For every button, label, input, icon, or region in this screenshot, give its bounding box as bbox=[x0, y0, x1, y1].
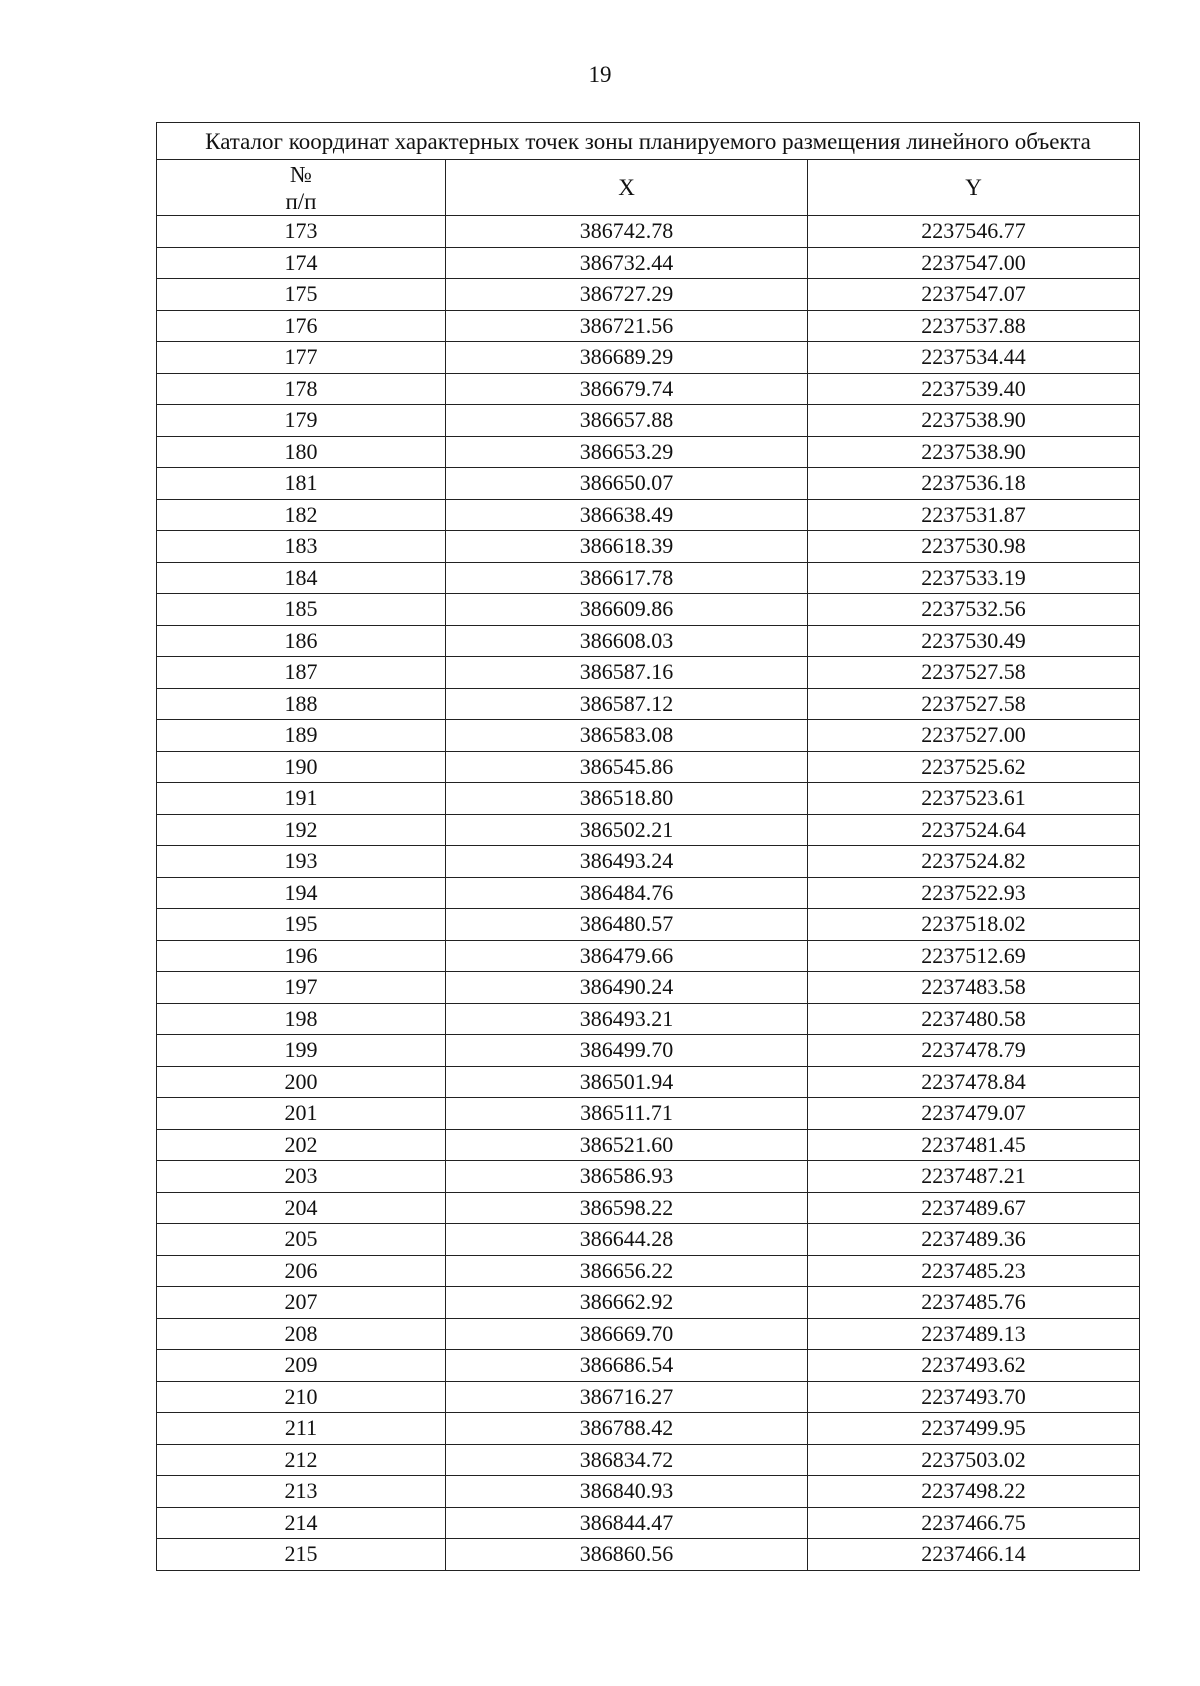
point-number-cell: 206 bbox=[157, 1255, 446, 1287]
y-coordinate-cell: 2237466.75 bbox=[808, 1507, 1140, 1539]
table-row bbox=[157, 1129, 1140, 1161]
table-row bbox=[157, 531, 1140, 563]
table-row bbox=[157, 1192, 1140, 1224]
table-row bbox=[157, 1224, 1140, 1256]
x-coordinate-cell: 386499.70 bbox=[446, 1035, 808, 1067]
point-number-cell: 198 bbox=[157, 1003, 446, 1035]
x-coordinate-cell: 386583.08 bbox=[446, 720, 808, 752]
x-coordinate-cell: 386518.80 bbox=[446, 783, 808, 815]
x-coordinate-cell: 386502.21 bbox=[446, 814, 808, 846]
table-row bbox=[157, 436, 1140, 468]
table-row bbox=[157, 972, 1140, 1004]
y-coordinate-cell: 2237524.82 bbox=[808, 846, 1140, 878]
point-number-cell: 195 bbox=[157, 909, 446, 941]
column-header-number-symbol: № bbox=[290, 161, 312, 187]
point-number-cell: 192 bbox=[157, 814, 446, 846]
y-coordinate-cell: 2237538.90 bbox=[808, 405, 1140, 437]
y-coordinate-cell: 2237478.84 bbox=[808, 1066, 1140, 1098]
y-coordinate-cell: 2237489.13 bbox=[808, 1318, 1140, 1350]
table-body bbox=[157, 216, 1140, 1571]
y-coordinate-cell: 2237489.67 bbox=[808, 1192, 1140, 1224]
y-coordinate-cell: 2237534.44 bbox=[808, 342, 1140, 374]
y-coordinate-cell: 2237499.95 bbox=[808, 1413, 1140, 1445]
x-coordinate-cell: 386644.28 bbox=[446, 1224, 808, 1256]
x-coordinate-cell: 386679.74 bbox=[446, 373, 808, 405]
x-coordinate-cell: 386860.56 bbox=[446, 1539, 808, 1571]
table-row bbox=[157, 562, 1140, 594]
x-coordinate-cell: 386617.78 bbox=[446, 562, 808, 594]
x-coordinate-cell: 386742.78 bbox=[446, 216, 808, 248]
x-coordinate-cell: 386656.22 bbox=[446, 1255, 808, 1287]
x-coordinate-cell: 386689.29 bbox=[446, 342, 808, 374]
table-row bbox=[157, 783, 1140, 815]
point-number-cell: 214 bbox=[157, 1507, 446, 1539]
table-row bbox=[157, 1066, 1140, 1098]
table-caption: Каталог координат характерных точек зоны планируемого размещения линейного объекта bbox=[157, 123, 1140, 160]
point-number-cell: 208 bbox=[157, 1318, 446, 1350]
y-coordinate-cell: 2237485.23 bbox=[808, 1255, 1140, 1287]
table-row bbox=[157, 625, 1140, 657]
x-coordinate-cell: 386653.29 bbox=[446, 436, 808, 468]
point-number-cell: 193 bbox=[157, 846, 446, 878]
table-caption-row bbox=[157, 123, 1140, 160]
table-row bbox=[157, 909, 1140, 941]
table-row bbox=[157, 877, 1140, 909]
point-number-cell: 173 bbox=[157, 216, 446, 248]
point-number-cell: 205 bbox=[157, 1224, 446, 1256]
table-row bbox=[157, 1098, 1140, 1130]
point-number-cell: 196 bbox=[157, 940, 446, 972]
point-number-cell: 183 bbox=[157, 531, 446, 563]
y-coordinate-cell: 2237518.02 bbox=[808, 909, 1140, 941]
table-row bbox=[157, 247, 1140, 279]
column-header-number-abbrev: п/п bbox=[285, 188, 317, 214]
y-coordinate-cell: 2237537.88 bbox=[808, 310, 1140, 342]
x-coordinate-cell: 386686.54 bbox=[446, 1350, 808, 1382]
point-number-cell: 194 bbox=[157, 877, 446, 909]
table-row bbox=[157, 594, 1140, 626]
table-row bbox=[157, 1161, 1140, 1193]
y-coordinate-cell: 2237527.58 bbox=[808, 657, 1140, 689]
table-row bbox=[157, 1350, 1140, 1382]
column-header-y: Y bbox=[808, 160, 1140, 216]
point-number-cell: 191 bbox=[157, 783, 446, 815]
point-number-cell: 200 bbox=[157, 1066, 446, 1098]
x-coordinate-cell: 386545.86 bbox=[446, 751, 808, 783]
table-row bbox=[157, 1287, 1140, 1319]
y-coordinate-cell: 2237523.61 bbox=[808, 783, 1140, 815]
point-number-cell: 212 bbox=[157, 1444, 446, 1476]
y-coordinate-cell: 2237531.87 bbox=[808, 499, 1140, 531]
point-number-cell: 203 bbox=[157, 1161, 446, 1193]
table-header-row bbox=[157, 160, 1140, 216]
table-row bbox=[157, 216, 1140, 248]
table-row bbox=[157, 279, 1140, 311]
x-coordinate-cell: 386609.86 bbox=[446, 594, 808, 626]
table-row bbox=[157, 751, 1140, 783]
table-row bbox=[157, 499, 1140, 531]
x-coordinate-cell: 386608.03 bbox=[446, 625, 808, 657]
point-number-cell: 188 bbox=[157, 688, 446, 720]
x-coordinate-cell: 386598.22 bbox=[446, 1192, 808, 1224]
table-row bbox=[157, 405, 1140, 437]
table-row bbox=[157, 688, 1140, 720]
y-coordinate-cell: 2237487.21 bbox=[808, 1161, 1140, 1193]
x-coordinate-cell: 386521.60 bbox=[446, 1129, 808, 1161]
y-coordinate-cell: 2237478.79 bbox=[808, 1035, 1140, 1067]
x-coordinate-cell: 386586.93 bbox=[446, 1161, 808, 1193]
y-coordinate-cell: 2237466.14 bbox=[808, 1539, 1140, 1571]
y-coordinate-cell: 2237532.56 bbox=[808, 594, 1140, 626]
y-coordinate-cell: 2237525.62 bbox=[808, 751, 1140, 783]
x-coordinate-cell: 386716.27 bbox=[446, 1381, 808, 1413]
y-coordinate-cell: 2237479.07 bbox=[808, 1098, 1140, 1130]
point-number-cell: 185 bbox=[157, 594, 446, 626]
y-coordinate-cell: 2237485.76 bbox=[808, 1287, 1140, 1319]
x-coordinate-cell: 386721.56 bbox=[446, 310, 808, 342]
x-coordinate-cell: 386657.88 bbox=[446, 405, 808, 437]
y-coordinate-cell: 2237480.58 bbox=[808, 1003, 1140, 1035]
table-row bbox=[157, 720, 1140, 752]
x-coordinate-cell: 386479.66 bbox=[446, 940, 808, 972]
y-coordinate-cell: 2237481.45 bbox=[808, 1129, 1140, 1161]
point-number-cell: 186 bbox=[157, 625, 446, 657]
point-number-cell: 215 bbox=[157, 1539, 446, 1571]
y-coordinate-cell: 2237527.00 bbox=[808, 720, 1140, 752]
point-number-cell: 199 bbox=[157, 1035, 446, 1067]
x-coordinate-cell: 386727.29 bbox=[446, 279, 808, 311]
x-coordinate-cell: 386650.07 bbox=[446, 468, 808, 500]
coordinate-catalog-table bbox=[156, 122, 1140, 1571]
x-coordinate-cell: 386484.76 bbox=[446, 877, 808, 909]
x-coordinate-cell: 386638.49 bbox=[446, 499, 808, 531]
point-number-cell: 175 bbox=[157, 279, 446, 311]
point-number-cell: 210 bbox=[157, 1381, 446, 1413]
table-row bbox=[157, 1539, 1140, 1571]
point-number-cell: 182 bbox=[157, 499, 446, 531]
x-coordinate-cell: 386662.92 bbox=[446, 1287, 808, 1319]
point-number-cell: 187 bbox=[157, 657, 446, 689]
y-coordinate-cell: 2237489.36 bbox=[808, 1224, 1140, 1256]
y-coordinate-cell: 2237546.77 bbox=[808, 216, 1140, 248]
y-coordinate-cell: 2237536.18 bbox=[808, 468, 1140, 500]
x-coordinate-cell: 386511.71 bbox=[446, 1098, 808, 1130]
x-coordinate-cell: 386587.12 bbox=[446, 688, 808, 720]
table-row bbox=[157, 1318, 1140, 1350]
y-coordinate-cell: 2237512.69 bbox=[808, 940, 1140, 972]
y-coordinate-cell: 2237547.00 bbox=[808, 247, 1140, 279]
x-coordinate-cell: 386669.70 bbox=[446, 1318, 808, 1350]
table-row bbox=[157, 1476, 1140, 1508]
table-row bbox=[157, 1507, 1140, 1539]
column-header-number bbox=[157, 160, 446, 216]
point-number-cell: 201 bbox=[157, 1098, 446, 1130]
x-coordinate-cell: 386840.93 bbox=[446, 1476, 808, 1508]
x-coordinate-cell: 386587.16 bbox=[446, 657, 808, 689]
x-coordinate-cell: 386501.94 bbox=[446, 1066, 808, 1098]
y-coordinate-cell: 2237503.02 bbox=[808, 1444, 1140, 1476]
point-number-cell: 209 bbox=[157, 1350, 446, 1382]
y-coordinate-cell: 2237538.90 bbox=[808, 436, 1140, 468]
y-coordinate-cell: 2237547.07 bbox=[808, 279, 1140, 311]
point-number-cell: 179 bbox=[157, 405, 446, 437]
table-row bbox=[157, 373, 1140, 405]
y-coordinate-cell: 2237483.58 bbox=[808, 972, 1140, 1004]
point-number-cell: 202 bbox=[157, 1129, 446, 1161]
y-coordinate-cell: 2237522.93 bbox=[808, 877, 1140, 909]
x-coordinate-cell: 386834.72 bbox=[446, 1444, 808, 1476]
point-number-cell: 189 bbox=[157, 720, 446, 752]
table-row bbox=[157, 846, 1140, 878]
x-coordinate-cell: 386618.39 bbox=[446, 531, 808, 563]
table-row bbox=[157, 468, 1140, 500]
column-header-x: X bbox=[446, 160, 808, 216]
table-row bbox=[157, 1255, 1140, 1287]
x-coordinate-cell: 386490.24 bbox=[446, 972, 808, 1004]
x-coordinate-cell: 386732.44 bbox=[446, 247, 808, 279]
point-number-cell: 213 bbox=[157, 1476, 446, 1508]
point-number-cell: 181 bbox=[157, 468, 446, 500]
x-coordinate-cell: 386493.24 bbox=[446, 846, 808, 878]
point-number-cell: 174 bbox=[157, 247, 446, 279]
point-number-cell: 211 bbox=[157, 1413, 446, 1445]
y-coordinate-cell: 2237533.19 bbox=[808, 562, 1140, 594]
point-number-cell: 176 bbox=[157, 310, 446, 342]
y-coordinate-cell: 2237530.49 bbox=[808, 625, 1140, 657]
point-number-cell: 197 bbox=[157, 972, 446, 1004]
x-coordinate-cell: 386788.42 bbox=[446, 1413, 808, 1445]
table-row bbox=[157, 342, 1140, 374]
table-row bbox=[157, 1444, 1140, 1476]
y-coordinate-cell: 2237493.62 bbox=[808, 1350, 1140, 1382]
y-coordinate-cell: 2237527.58 bbox=[808, 688, 1140, 720]
x-coordinate-cell: 386480.57 bbox=[446, 909, 808, 941]
table-row bbox=[157, 657, 1140, 689]
y-coordinate-cell: 2237493.70 bbox=[808, 1381, 1140, 1413]
x-coordinate-cell: 386493.21 bbox=[446, 1003, 808, 1035]
table-row bbox=[157, 1413, 1140, 1445]
table-row bbox=[157, 1003, 1140, 1035]
point-number-cell: 207 bbox=[157, 1287, 446, 1319]
y-coordinate-cell: 2237539.40 bbox=[808, 373, 1140, 405]
point-number-cell: 178 bbox=[157, 373, 446, 405]
x-coordinate-cell: 386844.47 bbox=[446, 1507, 808, 1539]
point-number-cell: 180 bbox=[157, 436, 446, 468]
y-coordinate-cell: 2237498.22 bbox=[808, 1476, 1140, 1508]
table-row bbox=[157, 310, 1140, 342]
table-row bbox=[157, 814, 1140, 846]
y-coordinate-cell: 2237530.98 bbox=[808, 531, 1140, 563]
page-number: 19 bbox=[588, 62, 612, 87]
point-number-cell: 190 bbox=[157, 751, 446, 783]
table-row bbox=[157, 1381, 1140, 1413]
point-number-cell: 177 bbox=[157, 342, 446, 374]
table-row bbox=[157, 940, 1140, 972]
point-number-cell: 204 bbox=[157, 1192, 446, 1224]
table-row bbox=[157, 1035, 1140, 1067]
y-coordinate-cell: 2237524.64 bbox=[808, 814, 1140, 846]
point-number-cell: 184 bbox=[157, 562, 446, 594]
